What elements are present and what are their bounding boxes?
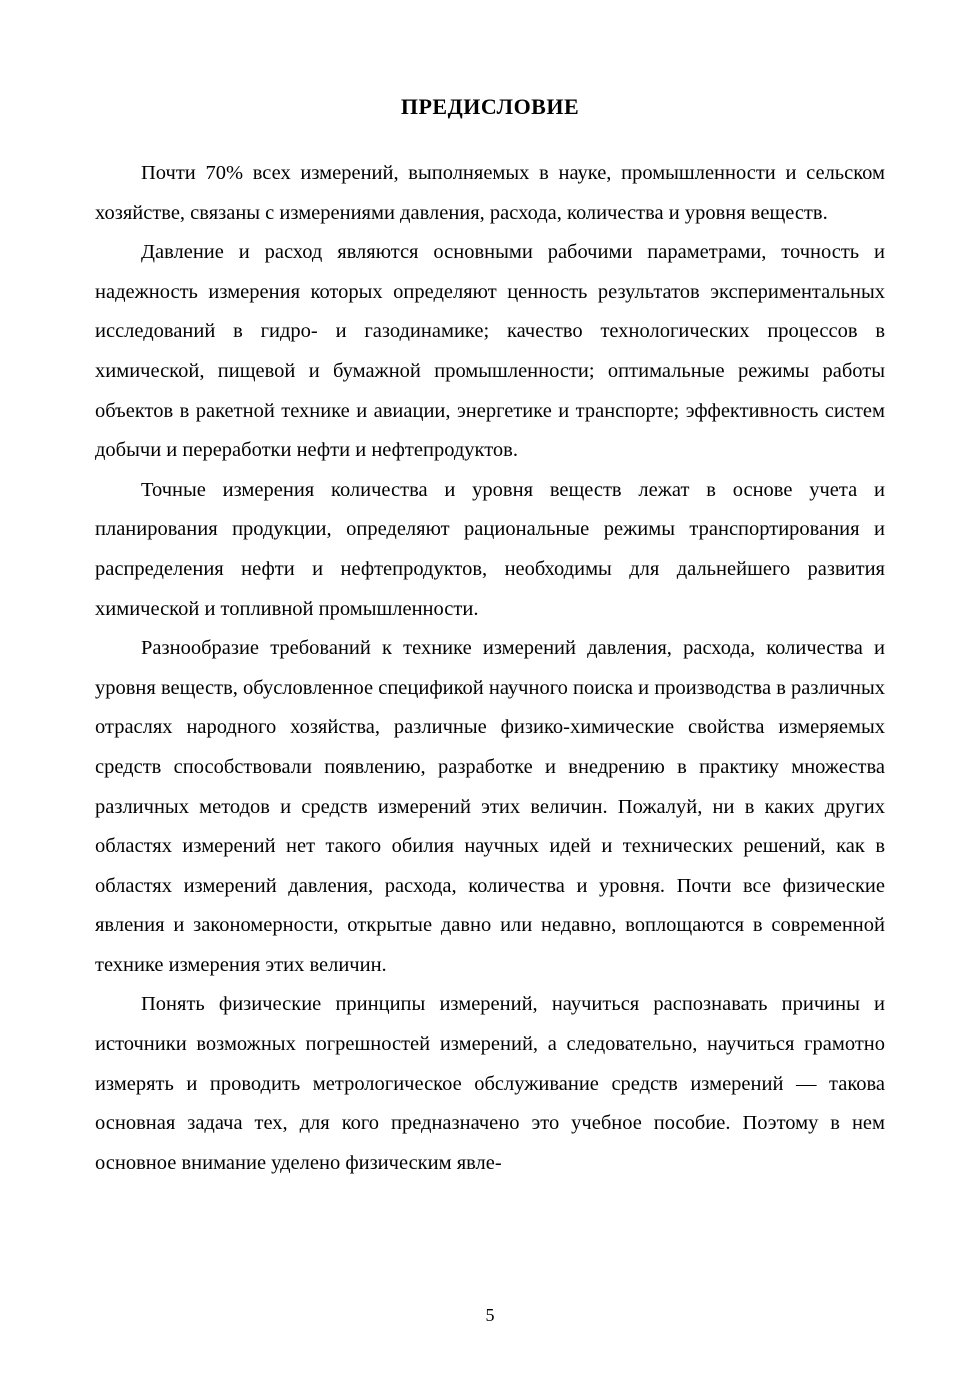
paragraph-5: Понять физические принципы измерений, научиться распознавать причины и источники возможных погрешностей измерений, а следовательно, научиться грамотно измерять и проводить метрологическое обслуживание средств измерений — такова основная задача тех, для кого предназначено это учебное пособие. Поэтому в нем основное внимание уделено физическим явле- <box>95 993 885 1174</box>
page-title: ПРЕДИСЛОВИЕ <box>400 94 580 119</box>
paragraph-3: Точные измерения количества и уровня веществ лежат в основе учета и планирования продукции, определяют рациональные режимы транспортирования и распределения нефти и нефтепродуктов, необходимы для дальнейшего развития химической и топливной промышленности. <box>95 478 885 620</box>
paragraph-4: Разнообразие требований к технике измерений давления, расхода, количества и уровня веществ, обусловленное спецификой научного поиска и производства в различных отраслях народного хозяйства, различные физико-химические свойства измеряемых средств способствовали появлению, разработке и внедрению в практику множества различных методов и средств измерений этих величин. Пожалуй, ни в каких других областях измерений нет такого обилия научных идей и технических решений, как в областях измерений давления, расхода, количества и уровня. Почти все физические явления и закономерности, открытые давно или недавно, воплощаются в современной технике измерения этих величин. <box>95 637 885 976</box>
paragraph-2: Давление и расход являются основными рабочими параметрами, точность и надежность измерения которых определяют ценность результатов экспериментальных исследований в гидро- и газодинамике; качество технологических процессов в химической, пищевой и бумажной промышленности; оптимальные режимы работы объектов в ракетной технике и авиации, энергетике и транспорте; эффективность систем добычи и переработки нефти и нефтепродуктов. <box>95 241 885 462</box>
page-number: 5 <box>485 1305 495 1325</box>
body-text <box>95 154 885 1183</box>
paragraph-1: Почти 70% всех измерений, выполняемых в науке, промышленности и сельском хозяйстве, связаны с измерениями давления, расхода, количества и уровня веществ. <box>95 162 885 224</box>
